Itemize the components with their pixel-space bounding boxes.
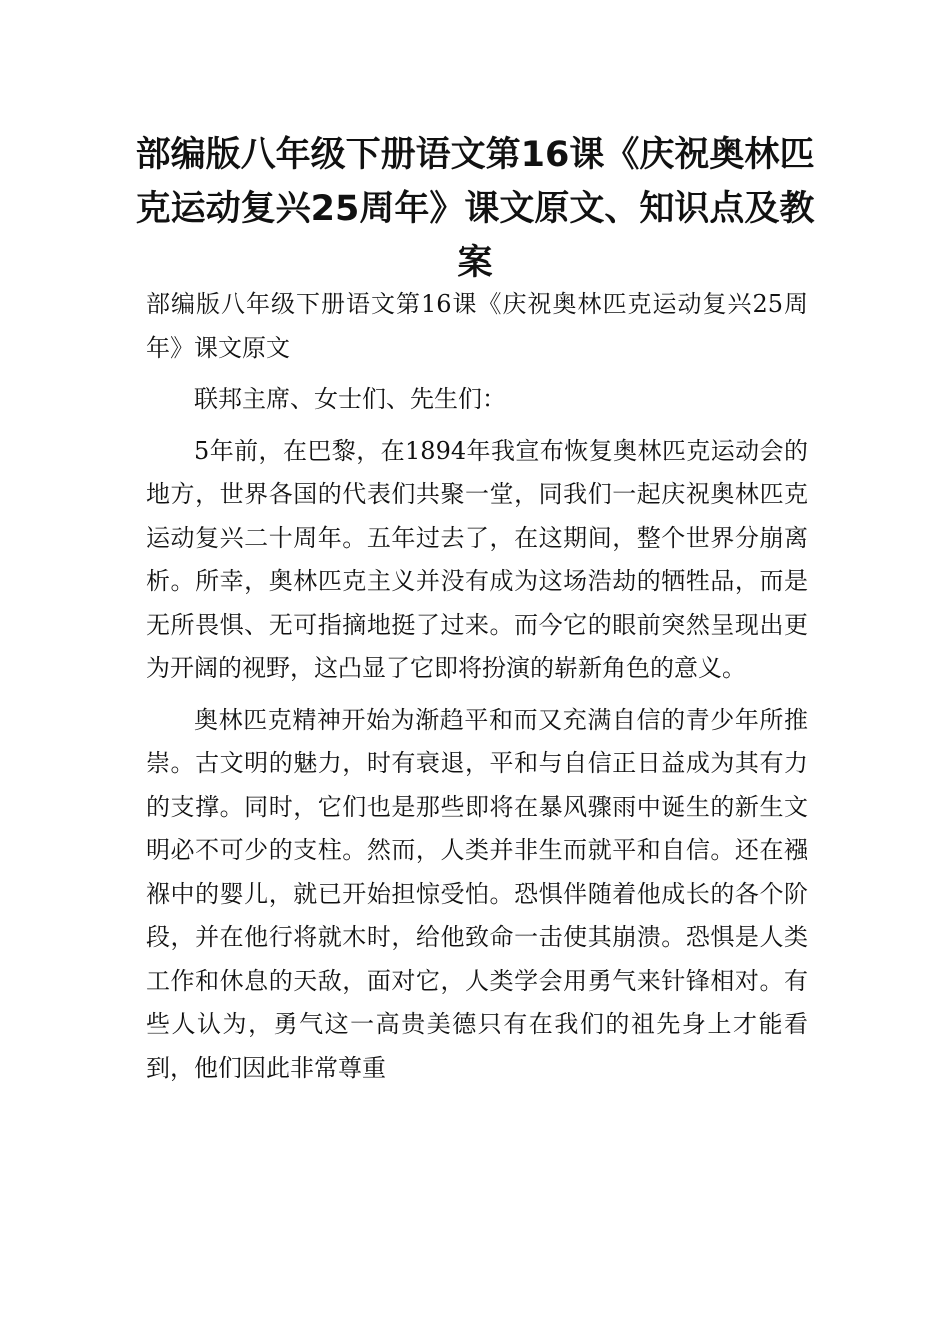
paragraph: 奥林匹克精神开始为渐趋平和而又充满自信的青少年所推崇。古文明的魅力，时有衰退，平和与自信正日益成为其有力的支撑。同时，它们也是那些即将在暴风骤雨中诞生的新生文明必不可少的支柱。然而，人类并非生而就平和自信。还在襁褓中的婴儿，就已开始担惊受怕。恐惧伴随着他成长的各个阶段，并在他行将就木时，给他致命一击使其崩溃。恐惧是人类工作和休息的天敌，面对它，人类学会用勇气来针锋相对。有些人认为，勇气这一高贵美德只有在我们的祖先身上才能看到，他们因此非常尊重	[146, 705, 808, 1082]
document-subtitle: 部编版八年级下册语文第16课《庆祝奥林匹克运动复兴25周年》课文原文	[146, 290, 808, 362]
document-body	[146, 283, 808, 1098]
document-title: 部编版八年级下册语文第16课《庆祝奥林匹克运动复兴25周年》课文原文、知识点及教案	[135, 135, 815, 283]
paragraph: 5年前，在巴黎，在1894年我宣布恢复奥林匹克运动会的地方，世界各国的代表们共聚一堂，同我们一起庆祝奥林匹克运动复兴二十周年。五年过去了，在这期间，整个世界分崩离析。所幸，奥林匹克主义并没有成为这场浩劫的牺牲品，而是无所畏惧、无可指摘地挺了过来。而今它的眼前突然呈现出更为开阔的视野，这凸显了它即将扮演的崭新角色的意义。	[146, 436, 808, 682]
paragraph-salutation: 联邦主席、女士们、先生们：	[194, 385, 506, 413]
